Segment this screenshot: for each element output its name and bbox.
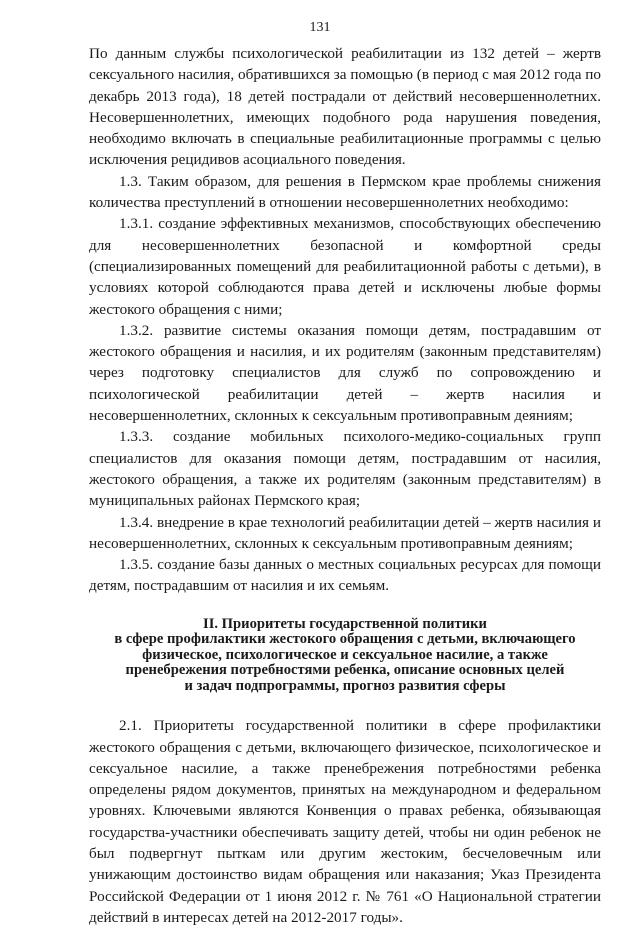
heading-line: и задач подпрограммы, прогноз развития сферы [184,677,506,694]
paragraph-1-3-3: 1.3.3. создание мобильных психолого-медико-социальных групп специалистов для оказания помощи детям, пострадавшим от насилия, жестокого обращения, а также их родителям (законным представителям) в муниципальных районах Пермского края; [89,428,601,510]
paragraph-1-3: 1.3. Таким образом, для решения в Пермском крае проблемы снижения количества преступлений в отношении несовершеннолетних необходимо: [89,172,601,212]
paragraph-1-3-4: 1.3.4. внедрение в крае технологий реабилитации детей – жертв насилия и несовершеннолетних, склонных к сексуальным противоправным деяниям; [89,513,601,552]
paragraph-1-3-2: 1.3.2. развитие системы оказания помощи детям, пострадавшим от жестокого обращения и насилия, и их родителям (законным представителям) через подготовку специалистов для служб по сопровождению и психологической реабилитации детей – жертв насилия и несовершеннолетних, склонных к сексуальным противоправным деяниям; [89,321,601,425]
page-number: 131 [309,20,331,35]
paragraph-statistics: По данным службы психологической реабилитации из 132 детей – жертв сексуального насилия, обратившихся за помощью (в период с мая 2012 года по декабрь 2013 года), 18 детей пострадали от действий несовершеннолетних. Несовершеннолетних, имеющих подобного рода нарушения поведения, необходимо включать в специальные реабилитационные программы с целью исключения рецидивов асоциального поведения. [89,45,601,169]
paragraph-1-3-5: 1.3.5. создание базы данных о местных социальных ресурсах для помощи детям, пострадавшим от насилия и их семьям. [89,556,601,595]
document-body [89,43,601,928]
heading-line: пренебрежения потребностями ребенка, описание основных целей [125,662,565,679]
heading-line: II. Приоритеты государственной политики [203,615,487,632]
heading-line: в сфере профилактики жестокого обращения с детьми, включающего [114,631,576,648]
paragraph-2-1: 2.1. Приоритеты государственной политики в сфере профилактики жестокого обращения с детьми, включающего физическое, психологическое и сексуальное насилие, а также пренебрежения потребностями ребенка определены рядом документов, принятых на международном и федеральном уровнях. Ключевыми являются Конвенция о правах ребенка, обязывающая государства-участники обеспечивать защиту детей, чтобы ни один ребенок не был подвергнут пыткам или другим жестоким, бесчеловечным или унижающим достоинство видам обращения или наказания; Указ Президента Российской Федерации от 1 июня 2012 г. № 761 «О Национальной стратегии действий в интересах детей на 2012-2017 годы». [89,717,601,926]
section-heading [89,617,601,695]
paragraph-1-3-1: 1.3.1. создание эффективных механизмов, способствующих обеспечению для несовершеннолетних безопасной и комфортной среды (специализированных помещений для реабилитационной работы с детьми), в условиях которой соблюдаются права детей и исключены любые формы жестокого обращения с ними; [89,215,601,318]
heading-line: физическое, психологическое и сексуальное насилие, а также [142,646,548,663]
